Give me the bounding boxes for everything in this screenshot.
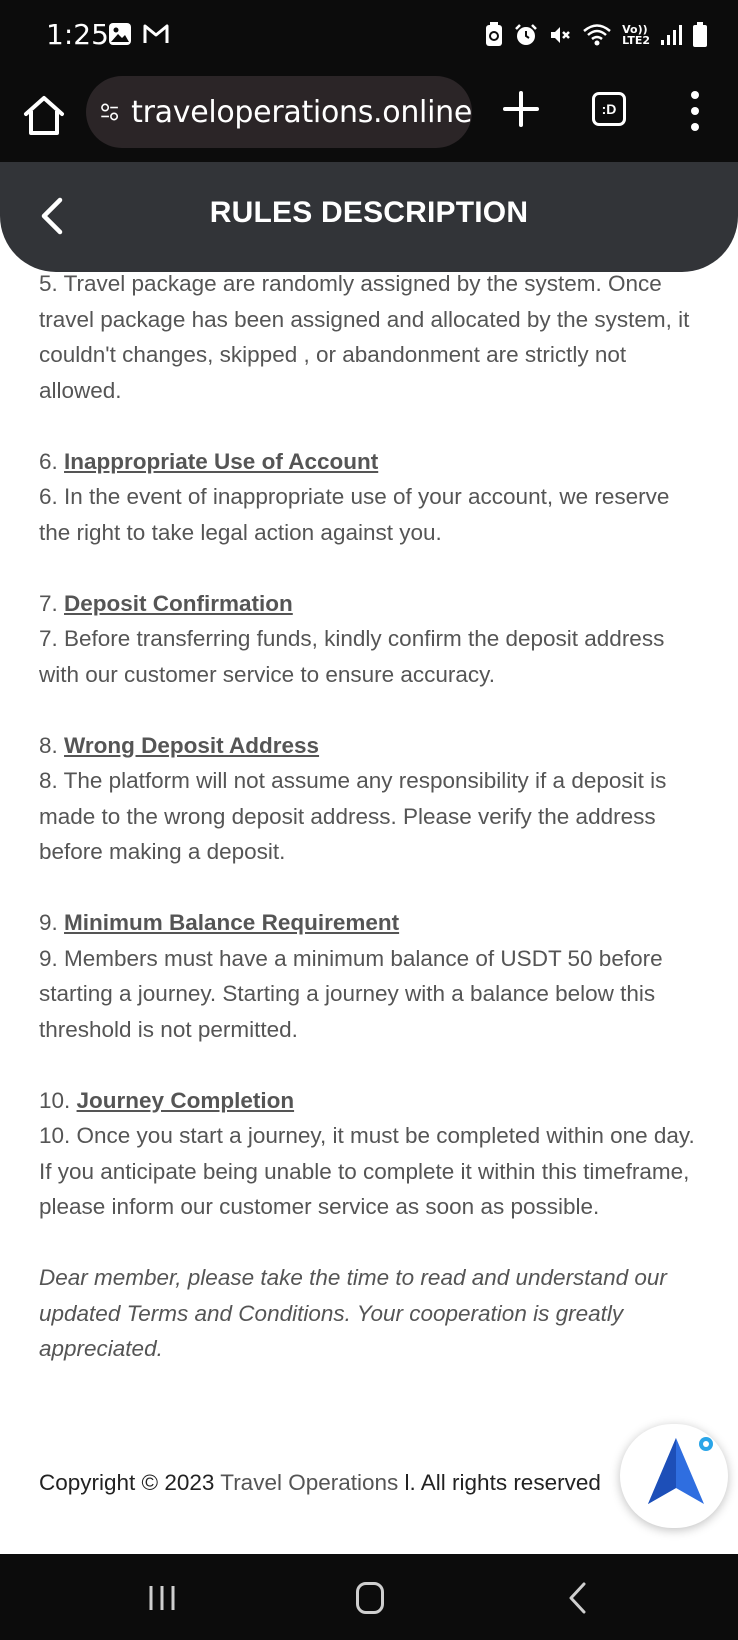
gmail-icon bbox=[142, 22, 170, 46]
network-label bbox=[622, 24, 650, 46]
copyright-prefix: Copyright © 2023 bbox=[39, 1470, 221, 1495]
volte-label: Vo)) bbox=[622, 23, 648, 36]
rule-6-heading bbox=[39, 444, 704, 480]
rule-10-text: 10. Once you start a journey, it must be completed within one day. If you anticipate being unable to complete it within this timeframe, please inform our customer service as soon as possible. bbox=[39, 1123, 695, 1219]
rule-7-number: 7. bbox=[39, 590, 58, 616]
rule-6-number: 6. bbox=[39, 448, 58, 474]
recent-apps-icon[interactable] bbox=[148, 1584, 176, 1612]
rule-9-text: 9. Members must have a minimum balance of USDT 50 before starting a journey. Starting a journey with a balance below this threshold is not permitted. bbox=[39, 945, 663, 1042]
rule-10-title: Journey Completion bbox=[76, 1087, 295, 1113]
rule-9-title: Minimum Balance Requirement bbox=[64, 910, 400, 935]
more-options-icon[interactable] bbox=[684, 88, 706, 134]
home-icon[interactable] bbox=[20, 92, 68, 140]
page-title: RULES DESCRIPTION bbox=[209, 196, 529, 229]
status-notification-icons bbox=[108, 22, 170, 46]
status-time: 1:25 bbox=[46, 18, 109, 51]
gallery-icon bbox=[108, 22, 132, 46]
home-nav-icon[interactable] bbox=[356, 1582, 384, 1614]
rule-8-number: 8. bbox=[39, 732, 58, 758]
status-bar bbox=[0, 0, 738, 72]
site-settings-icon[interactable] bbox=[100, 97, 119, 127]
rule-8-heading bbox=[39, 728, 704, 764]
copyright-brand: Travel Operations bbox=[220, 1470, 399, 1495]
arrow-logo-icon[interactable] bbox=[638, 1432, 718, 1512]
data-saver-icon bbox=[484, 22, 504, 48]
browser-toolbar bbox=[0, 72, 738, 162]
signal-icon bbox=[660, 24, 682, 46]
rule-6-text: 6. In the event of inappropriate use of your account, we reserve the right to take legal action against you. bbox=[39, 484, 670, 545]
alarm-icon bbox=[514, 23, 538, 47]
rule-10-heading bbox=[39, 1083, 704, 1119]
rule-7-title: Deposit Confirmation bbox=[64, 590, 293, 616]
rules-content bbox=[39, 266, 704, 1402]
new-tab-icon[interactable] bbox=[500, 88, 542, 130]
url-text[interactable]: traveloperations.online bbox=[131, 94, 472, 130]
address-bar[interactable] bbox=[86, 76, 472, 148]
copyright-suffix: l. All rights reserved bbox=[398, 1470, 601, 1495]
rule-9-heading bbox=[39, 905, 704, 941]
floating-assistant-button[interactable] bbox=[620, 1424, 728, 1528]
rule-6-title: Inappropriate Use of Account bbox=[64, 448, 379, 474]
page-header bbox=[0, 162, 738, 272]
rule-7-heading bbox=[39, 586, 704, 622]
tab-switcher-button[interactable]: :D bbox=[592, 92, 626, 126]
system-navigation-bar bbox=[0, 1554, 738, 1640]
mute-icon bbox=[548, 23, 572, 47]
rule-10-number: 10. bbox=[39, 1087, 71, 1113]
battery-icon bbox=[692, 22, 708, 48]
back-nav-icon[interactable] bbox=[566, 1582, 590, 1614]
lte-label: LTE2 bbox=[622, 34, 650, 47]
terms-notice: Dear member, please take the time to read and understand our updated Terms and Conditions. Your cooperation is greatly appreciated. bbox=[39, 1265, 667, 1361]
rule-8-text: 8. The platform will not assume any responsibility if a deposit is made to the wrong deposit address. Please verify the address before making a deposit. bbox=[39, 768, 667, 864]
copyright-footer bbox=[39, 1470, 601, 1496]
wifi-icon bbox=[582, 23, 612, 47]
rule-9-number: 9. bbox=[39, 910, 58, 935]
rule-5-text: 5. Travel package are randomly assigned by the system. Once travel package has been assigned and allocated by the system, it couldn't changes, skipped , or abandonment are strictly not allowed. bbox=[39, 271, 690, 403]
status-system-icons bbox=[484, 22, 708, 48]
rule-8-title: Wrong Deposit Address bbox=[64, 732, 320, 758]
rule-7-text: 7. Before transferring funds, kindly confirm the deposit address with our customer service to ensure accuracy. bbox=[39, 626, 665, 687]
